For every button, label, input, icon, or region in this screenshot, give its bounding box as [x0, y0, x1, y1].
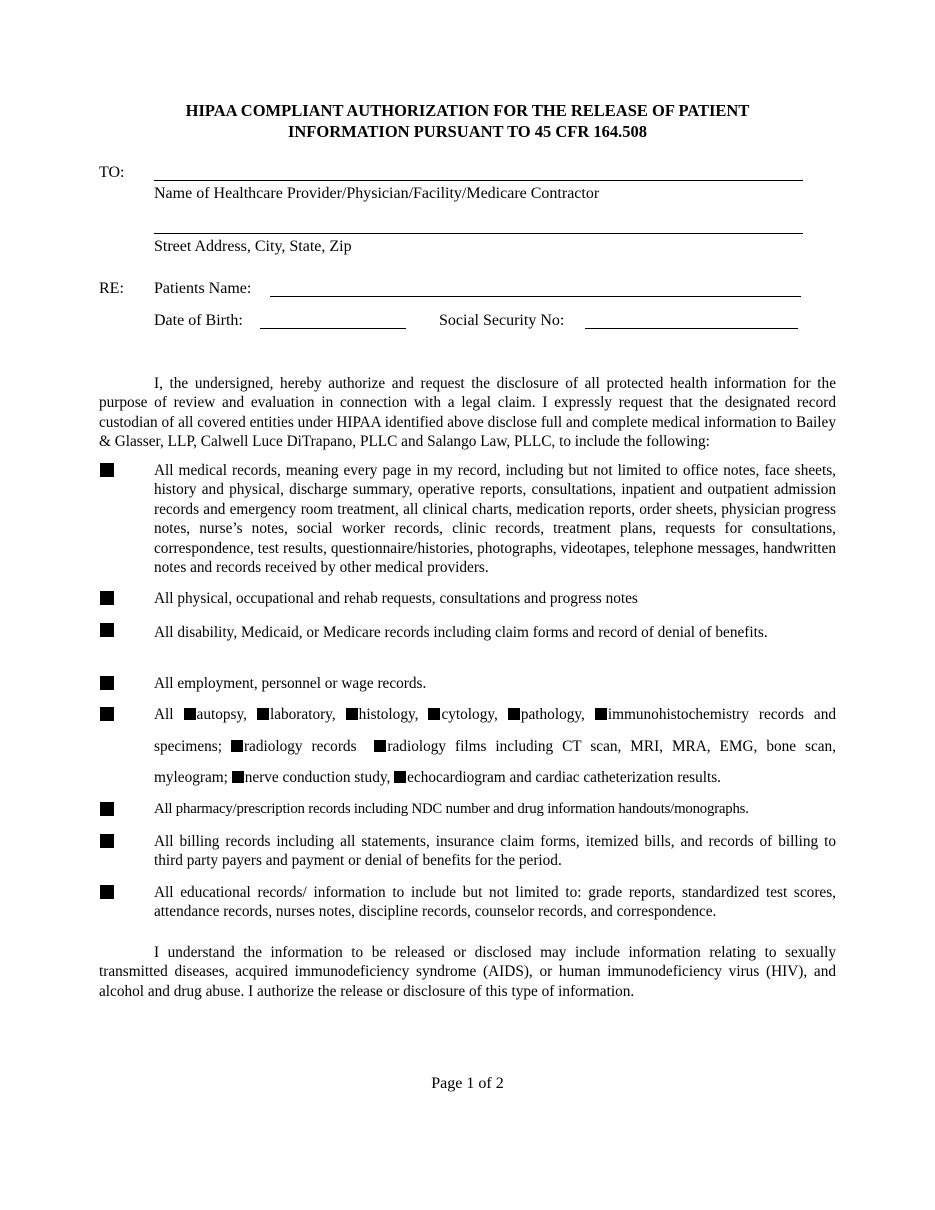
provider-name-field[interactable]: [154, 180, 803, 181]
subitem-cytology: cytology,: [441, 706, 498, 723]
ssn-field[interactable]: [585, 328, 798, 329]
document-title: [0, 100, 935, 142]
list-item-text: All employment, personnel or wage records.: [154, 675, 427, 692]
bullet-square-icon: [100, 463, 114, 477]
list-item-text: All educational records/ information to include but not limited to: grade reports, standardized test scores, attendance records, nurses notes, discipline records, counselor records, and correspondence.: [154, 884, 836, 921]
ssn-label: Social Security No:: [439, 312, 565, 329]
intro-paragraph: [99, 374, 836, 452]
checkbox-pathology[interactable]: [508, 708, 520, 720]
bullet-square-icon: [100, 676, 114, 690]
subitem-echocardiogram: echocardiogram and cardiac catheterization results.: [407, 769, 722, 786]
list-item-text: All billing records including all statements, insurance claim forms, itemized bills, and records of billing to third party payers and payment or denial of benefits for the period.: [154, 833, 836, 870]
re-label: RE:: [99, 280, 124, 297]
dob-field[interactable]: [260, 328, 406, 329]
prefix: All: [154, 706, 174, 723]
bullet-square-icon: [100, 834, 114, 848]
list-item-text: All pharmacy/prescription records including NDC number and drug information handouts/monographs.: [154, 801, 749, 817]
disclosure-paragraph: [99, 943, 836, 1001]
list-item-text: [154, 699, 836, 794]
to-label: TO:: [99, 164, 125, 181]
list-item-text: All medical records, meaning every page in my record, including but not limited to office notes, face sheets, history and physical, discharge summary, operative reports, consultations, inpatient and outpatient admission records and emergency room treatment, all clinical charts, medication reports, order sheets, physician progress notes, nurse’s notes, social worker records, clinic records, treatment plans, requests for consultations, correspondence, test results, questionnaire/histories, photographs, videotapes, telephone messages, handwritten notes and records received by other medical providers.: [154, 462, 836, 577]
disclosure-paragraph-text: I understand the information to be released or disclosed may include information relating to sexually transmitted diseases, acquired immunodeficiency syndrome (AIDS), or human immunodeficiency virus (HIV), and alcohol and drug abuse. I authorize the release or disclosure of this type of information.: [99, 944, 836, 1000]
bullet-square-icon: [100, 885, 114, 899]
subitem-autopsy: autopsy,: [196, 706, 247, 723]
checkbox-immunohistochemistry[interactable]: [595, 708, 607, 720]
checkbox-radiology-records[interactable]: [231, 740, 243, 752]
intro-paragraph-text: I, the undersigned, hereby authorize and request the disclosure of all protected health information for the purpose of review and evaluation in connection with a legal claim. I expressly request that the designated record custodian of all covered entities under HIPAA identified above disclose full and complete medical information to Bailey & Glasser, LLP, Calwell Luce DiTrapano, PLLC and Salango Law, PLLC, to include the following:: [99, 375, 836, 451]
subitem-radiology-records: radiology records: [243, 737, 357, 755]
page-number: Page 1 of 2: [431, 1075, 504, 1092]
address-field[interactable]: [154, 233, 803, 234]
title-line-1: HIPAA COMPLIANT AUTHORIZATION FOR THE RELEASE OF PATIENT: [185, 101, 750, 120]
subitem-immunohistochemistry: immunohistochemistry records and specimens;: [154, 706, 836, 755]
checkbox-autopsy[interactable]: [184, 708, 196, 720]
patient-name-label: Patients Name:: [154, 280, 252, 297]
subitem-laboratory: laboratory,: [269, 706, 336, 723]
list-item-text: All physical, occupational and rehab requests, consultations and progress notes: [154, 590, 638, 607]
checkbox-laboratory[interactable]: [257, 708, 269, 720]
checkbox-cytology[interactable]: [428, 708, 440, 720]
list-item-text: All disability, Medicaid, or Medicare records including claim forms and record of denial of benefits.: [154, 624, 768, 641]
subitem-radiology-films: radiology films including CT scan, MRI, MRA, EMG, bone scan, myleogram;: [154, 737, 837, 786]
subitem-pathology: pathology,: [520, 706, 585, 723]
dob-label: Date of Birth:: [154, 312, 243, 329]
provider-name-caption: Name of Healthcare Provider/Physician/Facility/Medicare Contractor: [154, 185, 600, 202]
checkbox-echocardiogram[interactable]: [394, 771, 406, 783]
checkbox-histology[interactable]: [346, 708, 358, 720]
checkbox-nerve-conduction[interactable]: [232, 771, 244, 783]
bullet-square-icon: [100, 707, 114, 721]
checkbox-radiology-films[interactable]: [374, 740, 386, 752]
address-caption: Street Address, City, State, Zip: [154, 238, 352, 255]
patient-name-field[interactable]: [270, 296, 801, 297]
bullet-square-icon: [100, 802, 114, 816]
subitem-histology: histology,: [358, 706, 419, 723]
bullet-square-icon: [100, 623, 114, 637]
bullet-square-icon: [100, 591, 114, 605]
title-line-2: INFORMATION PURSUANT TO 45 CFR 164.508: [287, 122, 648, 141]
subitem-nerve-conduction: nerve conduction study,: [244, 769, 391, 786]
